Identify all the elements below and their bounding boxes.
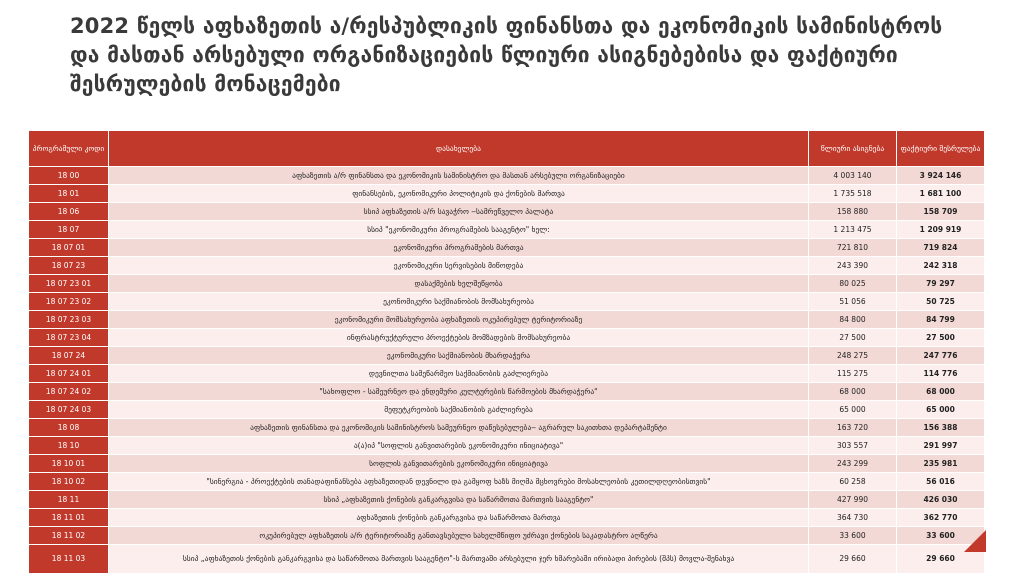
- table-body: [29, 167, 985, 574]
- cell-actual: 426 030: [897, 491, 985, 509]
- cell-actual: 50 725: [897, 293, 985, 311]
- cell-code: 18 07 24 01: [29, 365, 109, 383]
- cell-actual: 79 297: [897, 275, 985, 293]
- cell-annual: 243 299: [809, 455, 897, 473]
- cell-annual: 721 810: [809, 239, 897, 257]
- cell-annual: 163 720: [809, 419, 897, 437]
- header-actual: ფაქტიური შესრულება: [897, 131, 985, 167]
- data-table-container: [28, 130, 984, 574]
- cell-code: 18 08: [29, 419, 109, 437]
- cell-annual: 68 000: [809, 383, 897, 401]
- cell-code: 18 10: [29, 437, 109, 455]
- cell-code: 18 07 01: [29, 239, 109, 257]
- cell-code: 18 07 24 02: [29, 383, 109, 401]
- cell-name: "სახოფლო - სამეურნეო და ენდემური კულტურების წარმოების მხარდაჭერა": [109, 383, 809, 401]
- cell-name: ა(ა)იპ "სოფლის განვითარების ეკონომიკური ინიციატივა": [109, 437, 809, 455]
- cell-code: 18 11: [29, 491, 109, 509]
- cell-annual: 303 557: [809, 437, 897, 455]
- cell-code: 18 07: [29, 221, 109, 239]
- page-title: 2022 წელს აფხაზეთის ა/რესპუბლიკის ფინანსთა და ეკონომიკის სამინისტროს და მასთან არსებული ორგანიზაციების წლიური ასიგნებებისა და ფაქტიური შესრულების მონაცემები: [70, 14, 943, 96]
- cell-annual: 364 730: [809, 509, 897, 527]
- table-row: [29, 257, 985, 275]
- cell-annual: 29 660: [809, 545, 897, 574]
- cell-actual: 3 924 146: [897, 167, 985, 185]
- cell-annual: 4 003 140: [809, 167, 897, 185]
- cell-actual: 84 799: [897, 311, 985, 329]
- cell-actual: 719 824: [897, 239, 985, 257]
- table-row: [29, 545, 985, 574]
- table-row: [29, 473, 985, 491]
- cell-actual: 1 209 919: [897, 221, 985, 239]
- table-row: [29, 419, 985, 437]
- cell-name: სოფლის განვითარების ეკონომიკური ინიციატივა: [109, 455, 809, 473]
- cell-name: ოკუპირებულ აფხაზეთის ა/რ ტერიტორიაზე განთავსებული სახელმწიფო უძრავი ქონების საკადასტრო აღწერა: [109, 527, 809, 545]
- table-row: [29, 509, 985, 527]
- cell-code: 18 10 02: [29, 473, 109, 491]
- cell-actual: 291 997: [897, 437, 985, 455]
- cell-name: მეფუტკრეობის საქმიანობის გაძლიერება: [109, 401, 809, 419]
- table-row: [29, 167, 985, 185]
- cell-code: 18 01: [29, 185, 109, 203]
- table-row: [29, 527, 985, 545]
- cell-actual: 242 318: [897, 257, 985, 275]
- cell-name: ეკონომიკური სერვისების მიწოდება: [109, 257, 809, 275]
- table-row: [29, 275, 985, 293]
- table-row: [29, 185, 985, 203]
- cell-annual: 158 880: [809, 203, 897, 221]
- cell-code: 18 06: [29, 203, 109, 221]
- cell-actual: 65 000: [897, 401, 985, 419]
- cell-name: ეკონომიკური პროგრამების მართვა: [109, 239, 809, 257]
- table-header-row: [29, 131, 985, 167]
- table-row: [29, 383, 985, 401]
- cell-annual: 243 390: [809, 257, 897, 275]
- table-row: [29, 365, 985, 383]
- table-row: [29, 491, 985, 509]
- table-row: [29, 239, 985, 257]
- cell-actual: 158 709: [897, 203, 985, 221]
- cell-name: სსიპ "ეკონომიკური პროგრამების სააგენტო" ხელ:: [109, 221, 809, 239]
- cell-annual: 33 600: [809, 527, 897, 545]
- table-row: [29, 347, 985, 365]
- cell-actual: 362 770: [897, 509, 985, 527]
- cell-name: ინფრასტრუქტურული პროექტების მომზადების მომსახურეობა: [109, 329, 809, 347]
- appropriations-table: [28, 130, 985, 574]
- cell-actual: 33 600: [897, 527, 985, 545]
- table-row: [29, 401, 985, 419]
- table-row: [29, 311, 985, 329]
- cell-name: ეკონომიკური მომსახურეობა აფხაზეთის ოკუპირებულ ტერიტორიაზე: [109, 311, 809, 329]
- cell-actual: 68 000: [897, 383, 985, 401]
- cell-code: 18 11 03: [29, 545, 109, 574]
- cell-name: აფხაზეთის ფინანსთა და ეკონომიკის სამინისტროს სამეურნეო დაწესებულება‒ აგრარულ საკითხთა დეპარტამენტი: [109, 419, 809, 437]
- cell-name: დევნილთა სამეწარმეო საქმიანობის გაძლიერება: [109, 365, 809, 383]
- cell-actual: 156 388: [897, 419, 985, 437]
- cell-code: 18 11 02: [29, 527, 109, 545]
- cell-actual: 1 681 100: [897, 185, 985, 203]
- cell-code: 18 07 23 02: [29, 293, 109, 311]
- cell-name: "სინერგია - პროექტების თანადაფინანსება აფხაზეთიდან დევნილი და გამყოფ ხაზს მიღმა მცხოვრები მოსახლეობის კეთილდღეობისთვის": [109, 473, 809, 491]
- table-row: [29, 329, 985, 347]
- cell-annual: 1 735 518: [809, 185, 897, 203]
- cell-name: აფხაზეთის ქონების განკარგვისა და საწარმოთა მართვა: [109, 509, 809, 527]
- cell-annual: 51 056: [809, 293, 897, 311]
- table-row: [29, 293, 985, 311]
- cell-annual: 248 275: [809, 347, 897, 365]
- cell-actual: 247 776: [897, 347, 985, 365]
- cell-code: 18 10 01: [29, 455, 109, 473]
- table-row: [29, 203, 985, 221]
- cell-code: 18 07 24 03: [29, 401, 109, 419]
- table-row: [29, 221, 985, 239]
- cell-name: სსიპ „აფხაზეთის ქონების განკარგვისა და საწარმოთა მართვის სააგენტო"-ს მართვაში არსებული ჯერ ხმარებაში ირიბადი პირების (შპს) მოვლა-შენახვა: [109, 545, 809, 574]
- cell-name: სსიპ აფხაზეთის ა/რ სავაჭრო ‒სამრეწველო პალატა: [109, 203, 809, 221]
- cell-annual: 80 025: [809, 275, 897, 293]
- cell-annual: 427 990: [809, 491, 897, 509]
- table-row: [29, 455, 985, 473]
- header-name: დასახელება: [109, 131, 809, 167]
- cell-name: სსიპ „აფხაზეთის ქონების განკარგვისა და საწარმოთა მართვის სააგენტო": [109, 491, 809, 509]
- cell-annual: 1 213 475: [809, 221, 897, 239]
- header-code: პროგრამული კოდი: [29, 131, 109, 167]
- cell-annual: 60 258: [809, 473, 897, 491]
- cell-name: აფხაზეთის ა/რ ფინანსთა და ეკონომიკის სამინისტრო და მასთან არსებული ორგანიზაციები: [109, 167, 809, 185]
- cell-actual: 235 981: [897, 455, 985, 473]
- cell-code: 18 07 23: [29, 257, 109, 275]
- cell-actual: 29 660: [897, 545, 985, 574]
- cell-name: ეკონომიკური საქმიანობის მომსახურეობა: [109, 293, 809, 311]
- cell-name: ფინანსების, ეკონომიკური პოლიტიკის და ქონების მართვა: [109, 185, 809, 203]
- cell-annual: 27 500: [809, 329, 897, 347]
- cell-name: ეკონომიკური საქმიანობის მხარდაჭერა: [109, 347, 809, 365]
- cell-annual: 65 000: [809, 401, 897, 419]
- cell-name: დასაქმების ხელშეწყობა: [109, 275, 809, 293]
- cell-code: 18 00: [29, 167, 109, 185]
- cell-annual: 115 275: [809, 365, 897, 383]
- cell-annual: 84 800: [809, 311, 897, 329]
- cell-code: 18 07 23 03: [29, 311, 109, 329]
- cell-actual: 27 500: [897, 329, 985, 347]
- header-annual: წლიური ასიგნება: [809, 131, 897, 167]
- cell-code: 18 07 23 04: [29, 329, 109, 347]
- corner-triangle-icon: [962, 528, 988, 554]
- cell-code: 18 11 01: [29, 509, 109, 527]
- cell-actual: 56 016: [897, 473, 985, 491]
- cell-code: 18 07 23 01: [29, 275, 109, 293]
- cell-code: 18 07 24: [29, 347, 109, 365]
- table-row: [29, 437, 985, 455]
- cell-actual: 114 776: [897, 365, 985, 383]
